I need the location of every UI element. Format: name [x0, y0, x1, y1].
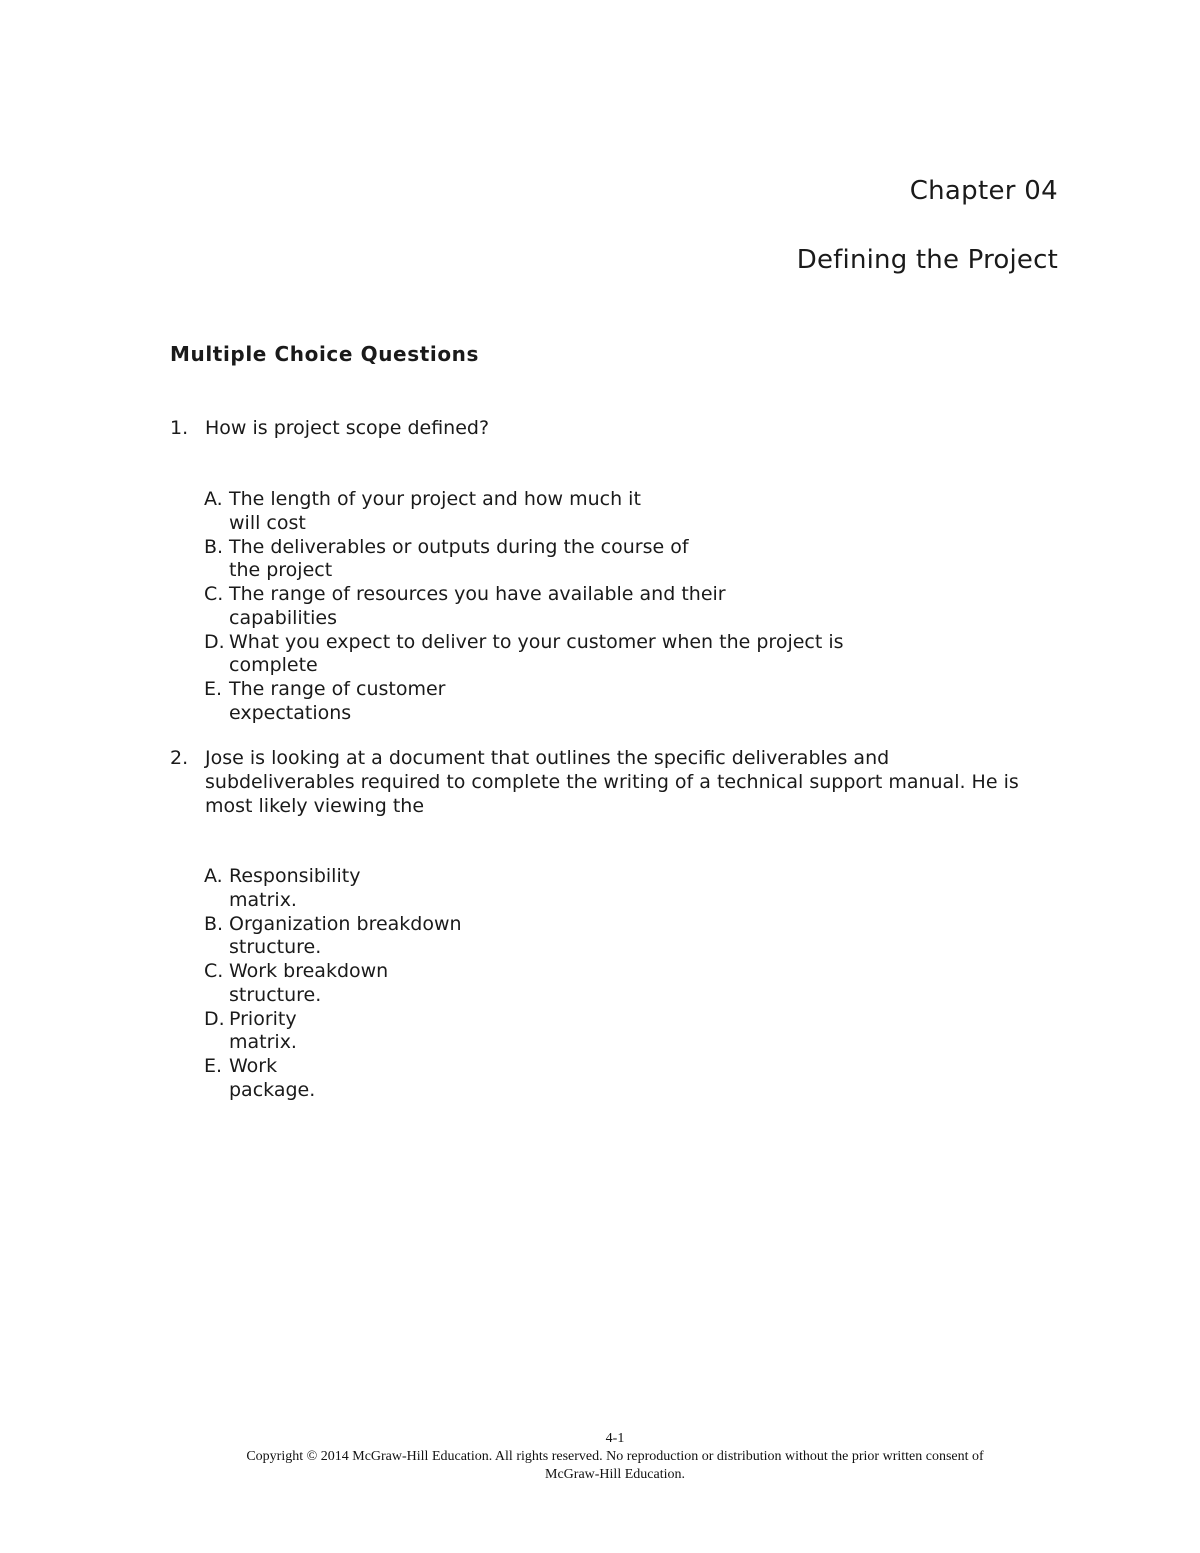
question-line: subdeliverables required to complete the writing of a technical support manual. He is: [205, 771, 1019, 793]
option-line: Work breakdown: [229, 960, 389, 982]
option-d: [204, 631, 844, 678]
option-letter: E.: [204, 678, 223, 700]
option-line: capabilities: [229, 606, 338, 629]
option-c: [204, 960, 462, 1007]
section-heading: Multiple Choice Questions: [170, 342, 480, 366]
option-e: [204, 1055, 462, 1102]
question-1-options: [204, 488, 844, 726]
option-d: [204, 1008, 462, 1055]
option-letter: C.: [204, 960, 224, 982]
option-letter: E.: [204, 1055, 223, 1077]
option-line: package.: [229, 1078, 316, 1101]
option-letter: D.: [204, 1007, 225, 1030]
option-line: matrix.: [229, 888, 297, 911]
option-line: expectations: [229, 701, 352, 724]
option-line: The range of customer: [229, 678, 446, 700]
option-letter: A.: [204, 488, 223, 510]
option-line: The deliverables or outputs during the course of: [229, 535, 689, 558]
option-line: Organization breakdown: [229, 912, 462, 935]
option-line: The range of resources you have available and their: [229, 583, 726, 605]
option-letter: C.: [204, 583, 224, 605]
option-line: the project: [229, 559, 333, 581]
option-line: complete: [229, 654, 318, 676]
option-line: structure.: [229, 936, 322, 958]
option-c: [204, 583, 844, 630]
page-number: 4-1: [605, 1431, 625, 1446]
copyright-line: Copyright © 2014 McGraw-Hill Education. All rights reserved. No reproduction or distribution without the prior written consent of: [246, 1449, 984, 1464]
option-line: Responsibility: [229, 865, 361, 887]
question-2: [170, 746, 1060, 818]
option-text: [229, 488, 641, 535]
option-a: [204, 488, 844, 535]
option-text: [229, 960, 388, 1007]
option-a: [204, 865, 462, 912]
chapter-number: Chapter 04: [909, 176, 1058, 206]
option-text: [229, 913, 462, 960]
option-b: [204, 913, 462, 960]
option-line: matrix.: [229, 1031, 297, 1053]
option-text: [229, 536, 689, 583]
option-letter: D.: [204, 630, 225, 653]
option-line: The length of your project and how much it: [229, 488, 641, 510]
question-text: [205, 746, 1060, 818]
chapter-title: Defining the Project: [796, 245, 1058, 275]
option-text: [229, 631, 844, 678]
question-number: 2.: [170, 747, 189, 769]
question-line: most likely viewing the: [205, 795, 425, 817]
option-letter: B.: [204, 912, 224, 935]
question-2-options: [204, 865, 462, 1103]
option-text: [229, 1008, 297, 1055]
question-text: How is project scope defined?: [205, 417, 490, 439]
option-line: Priority: [229, 1007, 297, 1030]
question-line: Jose is looking at a document that outlines the specific deliverables and: [205, 747, 890, 769]
page-footer: [0, 1430, 1200, 1484]
option-b: [204, 536, 844, 583]
question-1: [170, 416, 1060, 440]
option-text: [229, 678, 446, 725]
option-line: will cost: [229, 511, 306, 534]
option-line: structure.: [229, 983, 322, 1006]
option-letter: B.: [204, 535, 224, 558]
option-text: [229, 865, 360, 912]
copyright-line: McGraw-Hill Education.: [545, 1467, 685, 1482]
option-e: [204, 678, 844, 725]
option-line: What you expect to deliver to your customer when the project is: [229, 630, 844, 653]
option-line: Work: [229, 1055, 278, 1077]
option-letter: A.: [204, 865, 223, 887]
question-number: 1.: [170, 417, 189, 439]
option-text: [229, 1055, 315, 1102]
option-text: [229, 583, 726, 630]
